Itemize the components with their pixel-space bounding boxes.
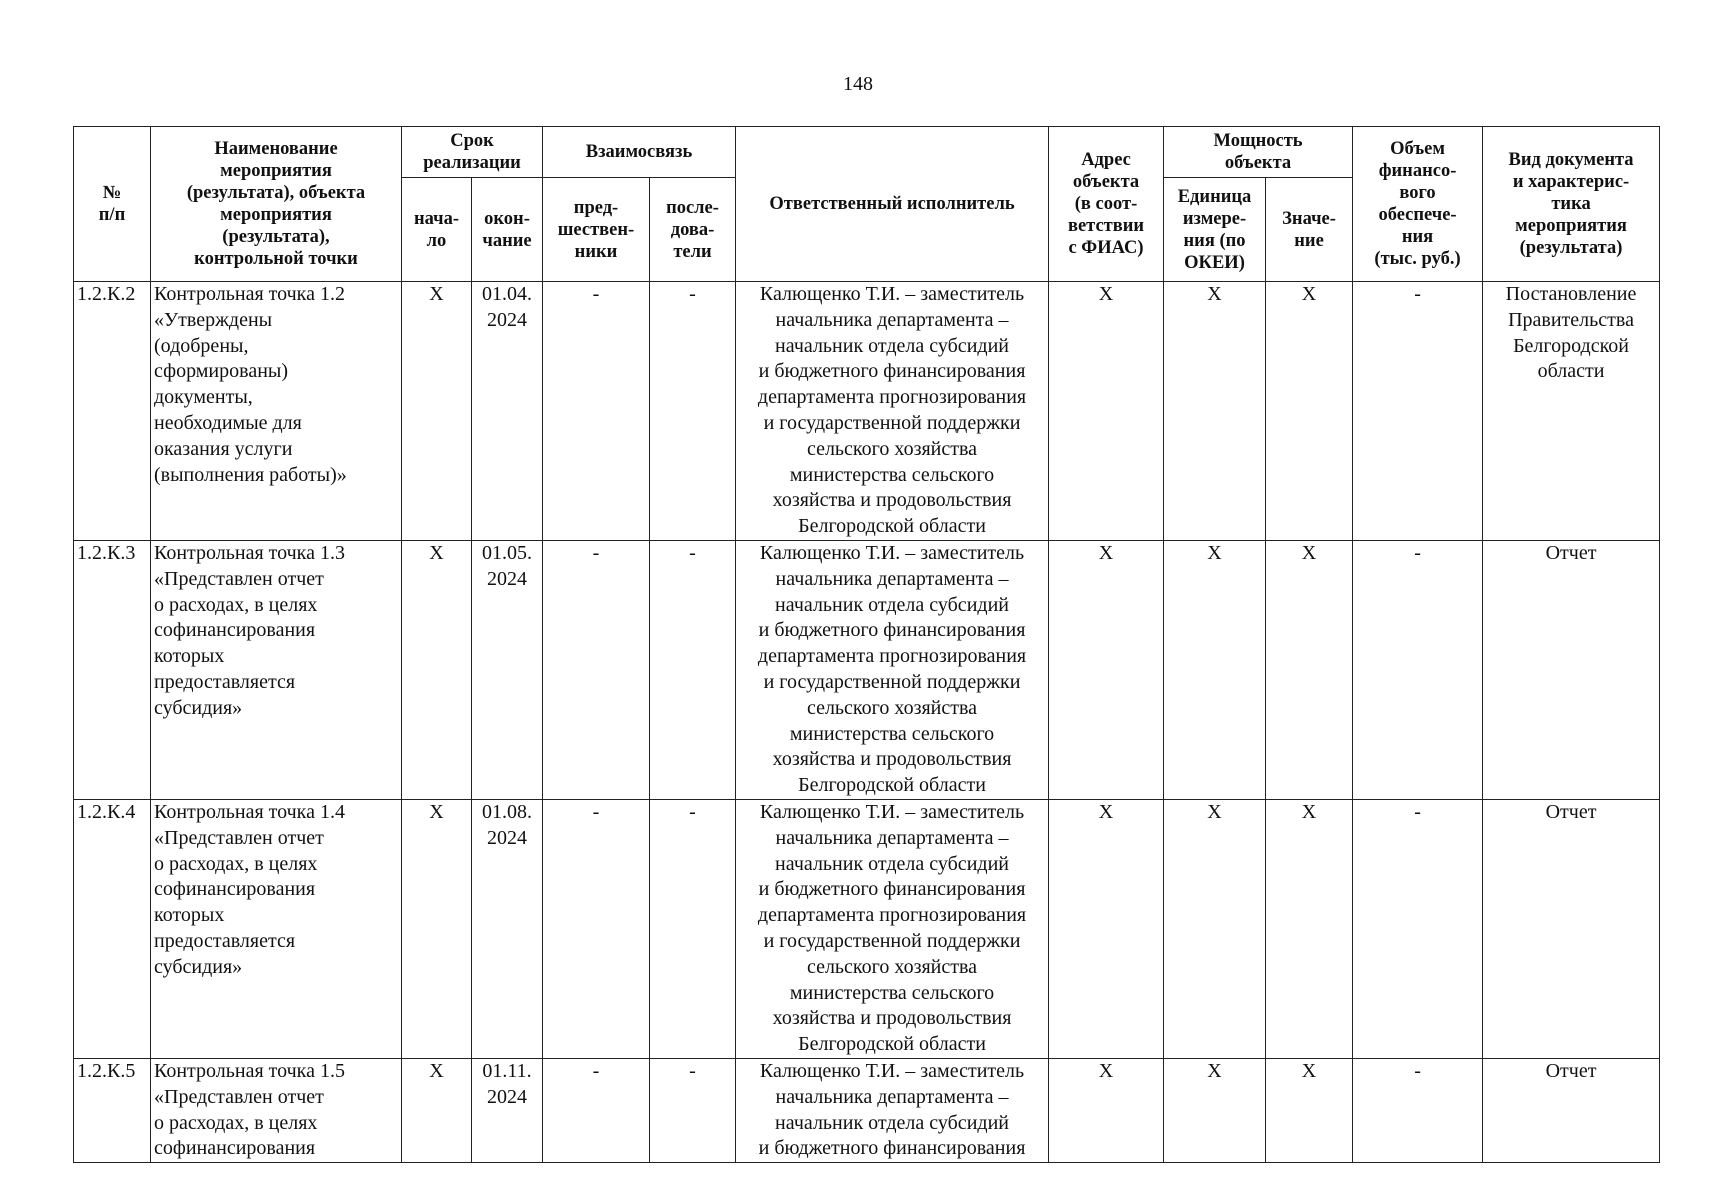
row-doc: Постановление Правительства Белгородской области [1483, 282, 1660, 541]
row-finance: - [1353, 1058, 1483, 1162]
row-next: - [650, 282, 736, 541]
row-num: 1.2.К.3 [74, 540, 151, 799]
row-prev: - [543, 1058, 650, 1162]
row-executor: Калющенко Т.И. – заместитель начальника департамента – начальник отдела субсидий и бюджетного финансирования [736, 1058, 1049, 1162]
header-term: Срок реализации [402, 127, 543, 178]
row-unit: X [1164, 540, 1266, 799]
page-number: 148 [843, 73, 873, 95]
row-unit: X [1164, 1058, 1266, 1162]
row-address: X [1049, 799, 1164, 1058]
header-num: № п/п [74, 127, 151, 282]
row-end: 01.04. 2024 [472, 282, 543, 541]
table-header [74, 127, 1660, 282]
row-executor: Калющенко Т.И. – заместитель начальника департамента – начальник отдела субсидий и бюджетного финансирования департамента прогнозирования и государственной поддержки сельского хозяйства министерства сельского хозяйства и продовольствия Белгородской области [736, 799, 1049, 1058]
row-prev: - [543, 282, 650, 541]
row-end: 01.08. 2024 [472, 799, 543, 1058]
row-next: - [650, 540, 736, 799]
row-num: 1.2.К.5 [74, 1058, 151, 1162]
row-finance: - [1353, 282, 1483, 541]
row-finance: - [1353, 799, 1483, 1058]
row-start: X [402, 540, 472, 799]
row-executor: Калющенко Т.И. – заместитель начальника департамента – начальник отдела субсидий и бюджетного финансирования департамента прогнозирования и государственной поддержки сельского хозяйства министерства сельского хозяйства и продовольствия Белгородской области [736, 282, 1049, 541]
row-start: X [402, 1058, 472, 1162]
row-unit: X [1164, 799, 1266, 1058]
row-value: X [1266, 282, 1353, 541]
row-end: 01.11. 2024 [472, 1058, 543, 1162]
row-name: Контрольная точка 1.3 «Представлен отчет о расходах, в целях софинансирования которых предоставляется субсидия» [151, 540, 402, 799]
row-name: Контрольная точка 1.2 «Утверждены (одобрены, сформированы) документы, необходимые для оказания услуги (выполнения работы)» [151, 282, 402, 541]
header-link: Взаимосвязь [543, 127, 736, 178]
row-address: X [1049, 540, 1164, 799]
header-link-next: после- дова- тели [650, 178, 736, 282]
row-name: Контрольная точка 1.4 «Представлен отчет о расходах, в целях софинансирования которых предоставляется субсидия» [151, 799, 402, 1058]
row-doc: Отчет [1483, 540, 1660, 799]
header-doc: Вид документа и характерис- тика мероприятия (результата) [1483, 127, 1660, 282]
row-value: X [1266, 1058, 1353, 1162]
row-address: X [1049, 1058, 1164, 1162]
row-num: 1.2.К.2 [74, 282, 151, 541]
row-value: X [1266, 799, 1353, 1058]
row-end: 01.05. 2024 [472, 540, 543, 799]
table-row [74, 282, 1660, 541]
row-name: Контрольная точка 1.5 «Представлен отчет о расходах, в целях софинансирования [151, 1058, 402, 1162]
row-doc: Отчет [1483, 1058, 1660, 1162]
header-capacity: Мощность объекта [1164, 127, 1353, 178]
control-points-table [73, 126, 1660, 1163]
row-start: X [402, 282, 472, 541]
row-prev: - [543, 540, 650, 799]
header-executor: Ответственный исполнитель [736, 127, 1049, 282]
row-doc: Отчет [1483, 799, 1660, 1058]
header-link-prev: пред- шествен- ники [543, 178, 650, 282]
table-row [74, 799, 1660, 1058]
header-name: Наименование мероприятия (результата), объекта мероприятия (результата), контрольной точки [151, 127, 402, 282]
header-capacity-unit: Единица измере- ния (по ОКЕИ) [1164, 178, 1266, 282]
row-executor: Калющенко Т.И. – заместитель начальника департамента – начальник отдела субсидий и бюджетного финансирования департамента прогнозирования и государственной поддержки сельского хозяйства министерства сельского хозяйства и продовольствия Белгородской области [736, 540, 1049, 799]
row-unit: X [1164, 282, 1266, 541]
row-next: - [650, 1058, 736, 1162]
row-address: X [1049, 282, 1164, 541]
header-finance: Объем финансо- вого обеспече- ния (тыс. руб.) [1353, 127, 1483, 282]
row-finance: - [1353, 540, 1483, 799]
header-address: Адрес объекта (в соот- ветствии с ФИАС) [1049, 127, 1164, 282]
table-row [74, 540, 1660, 799]
row-num: 1.2.К.4 [74, 799, 151, 1058]
header-term-start: нача- ло [402, 178, 472, 282]
header-capacity-value: Значе- ние [1266, 178, 1353, 282]
header-term-end: окон- чание [472, 178, 543, 282]
row-start: X [402, 799, 472, 1058]
row-value: X [1266, 540, 1353, 799]
row-prev: - [543, 799, 650, 1058]
row-next: - [650, 799, 736, 1058]
table-row [74, 1058, 1660, 1162]
